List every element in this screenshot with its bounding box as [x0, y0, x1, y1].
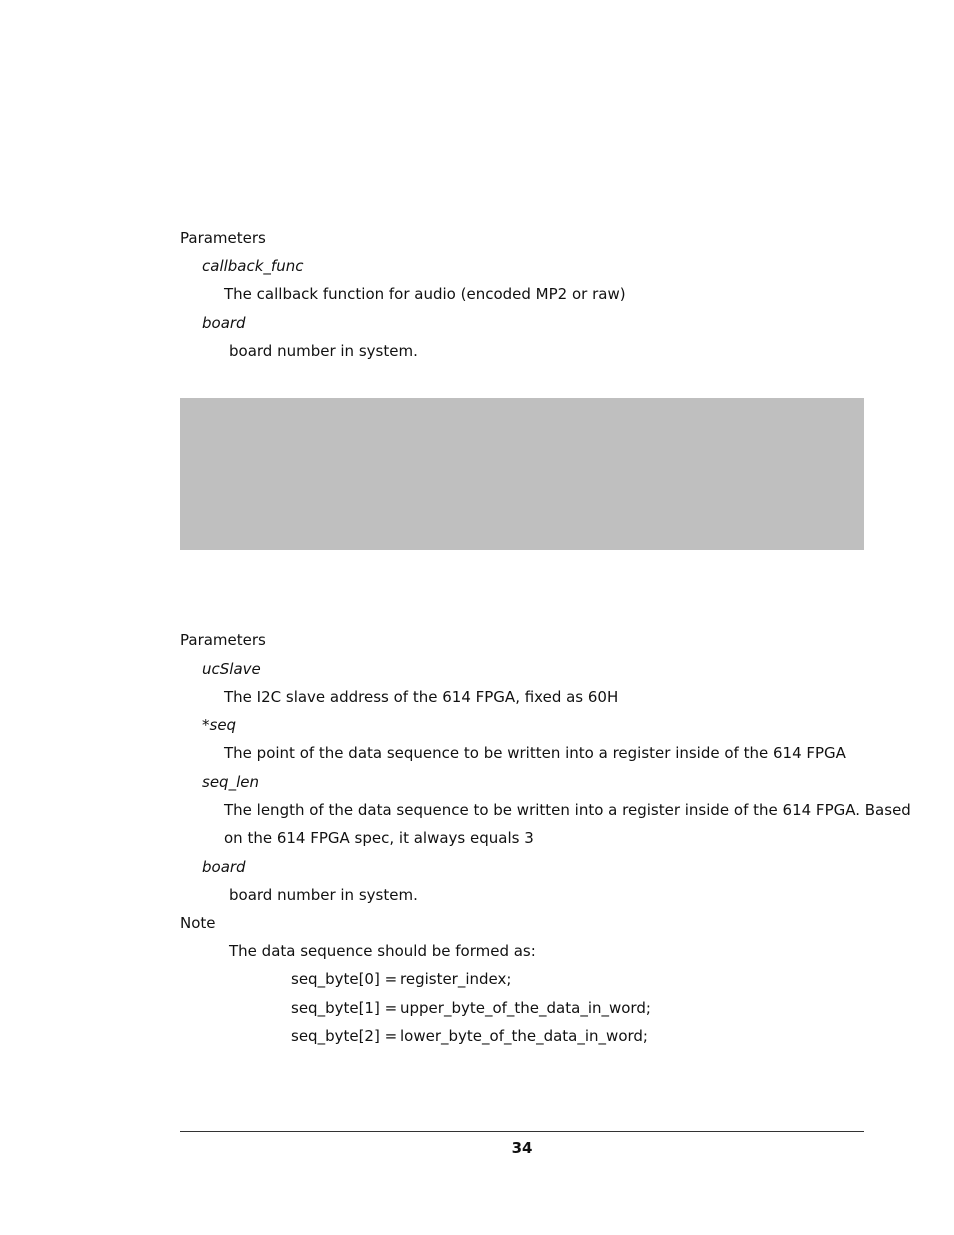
- sequence-lhs-2: seq_byte[2] =: [291, 1027, 398, 1045]
- param-desc-seq-len-line1: The length of the data sequence to be written into a register inside of the 614 FPGA. Based: [224, 801, 911, 819]
- param-desc-board-2: board number in system.: [229, 886, 418, 904]
- footer-divider: [180, 1131, 864, 1132]
- param-desc-callback-func: The callback function for audio (encoded MP2 or raw): [224, 285, 626, 303]
- param-name-board-2: board: [202, 858, 246, 876]
- sequence-lhs-0: seq_byte[0] =: [291, 970, 398, 988]
- page-number: 34: [511, 1139, 533, 1157]
- param-desc-seq: The point of the data sequence to be written into a register inside of the 614 FPGA: [224, 744, 846, 762]
- param-desc-board-1: board number in system.: [229, 342, 418, 360]
- param-desc-ucslave: The I2C slave address of the 614 FPGA, fixed as 60H: [224, 688, 619, 706]
- sequence-rhs-1: upper_byte_of_the_data_in_word;: [400, 999, 651, 1017]
- gray-function-block: [180, 398, 864, 550]
- note-label: Note: [180, 914, 216, 932]
- param-name-seq-len: seq_len: [202, 773, 259, 791]
- param-desc-seq-len-line2: on the 614 FPGA spec, it always equals 3: [224, 829, 534, 847]
- sequence-rhs-0: register_index;: [400, 970, 512, 988]
- param-name-seq: *seq: [202, 716, 237, 734]
- param-name-board-1: board: [202, 314, 246, 332]
- sequence-lhs-1: seq_byte[1] =: [291, 999, 398, 1017]
- section1-parameters-heading: Parameters: [180, 229, 266, 247]
- sequence-rhs-2: lower_byte_of_the_data_in_word;: [400, 1027, 648, 1045]
- param-name-ucslave: ucSlave: [202, 660, 261, 678]
- section2-parameters-heading: Parameters: [180, 631, 266, 649]
- note-intro: The data sequence should be formed as:: [229, 942, 536, 960]
- param-name-callback-func: callback_func: [202, 257, 304, 275]
